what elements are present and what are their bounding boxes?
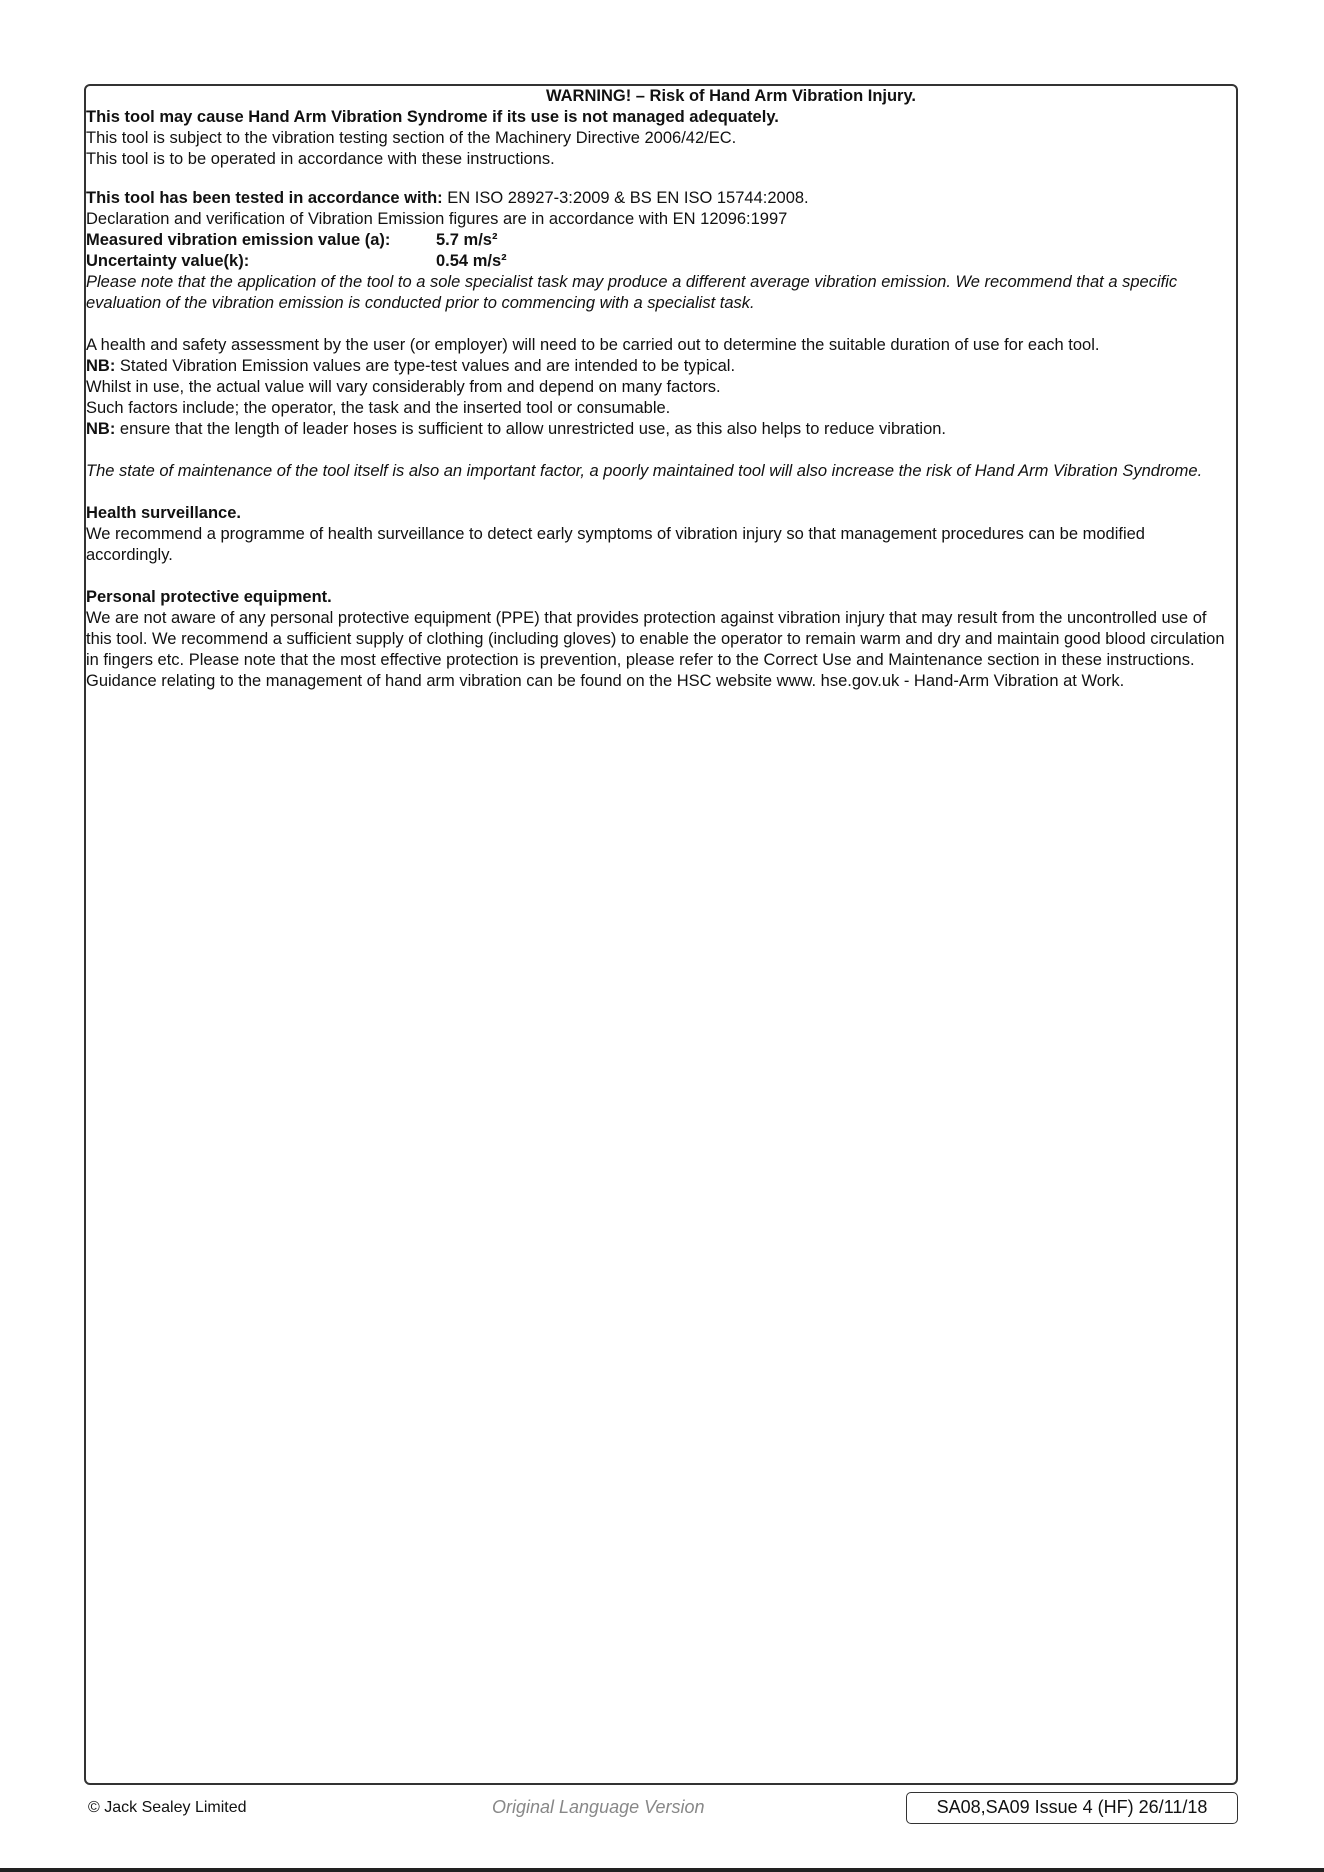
measured-value: 5.7 m/s²	[436, 231, 498, 249]
measured-label: Measured vibration emission value (a):	[86, 231, 391, 249]
assessment-line: A health and safety assessment by the user (or employer) will need to be carried out to determine the suitable duration of use for each tool.	[86, 336, 1100, 354]
nb-typical-line	[86, 356, 1236, 377]
tested-label: This tool has been tested in accordance with:	[86, 189, 443, 207]
warning-title: WARNING! – Risk of Hand Arm Vibration Injury.	[545, 87, 917, 105]
nb-hoses-line	[86, 419, 1236, 440]
tested-value: EN ISO 28927-3:2009 & BS EN ISO 15744:2008.	[442, 189, 809, 207]
footer	[84, 1792, 1238, 1824]
uncertainty-row	[86, 251, 1236, 272]
maintenance-note: The state of maintenance of the tool itself is also an important factor, a poorly maintained tool will also increase the risk of Hand Arm Vibration Syndrome.	[86, 462, 1203, 480]
nb-hoses-text: ensure that the length of leader hoses is sufficient to allow unrestricted use, as this also helps to reduce vibration.	[115, 420, 946, 438]
factors-line: Such factors include; the operator, the task and the inserted tool or consumable.	[86, 399, 671, 417]
language-version: Original Language Version	[492, 1797, 705, 1817]
intro-line-1: This tool is subject to the vibration testing section of the Machinery Directive 2006/42/EC.	[86, 129, 737, 147]
intro-bold-line: This tool may cause Hand Arm Vibration Syndrome if its use is not managed adequately.	[86, 108, 779, 126]
declaration-line: Declaration and verification of Vibration Emission figures are in accordance with EN 12096:1997	[86, 210, 788, 228]
nb-typical-text: Stated Vibration Emission values are type-test values and are intended to be typical.	[115, 357, 736, 375]
uncertainty-value: 0.54 m/s²	[436, 252, 507, 270]
copyright-text: © Jack Sealey Limited	[88, 1799, 247, 1816]
intro-line-2: This tool is to be operated in accordance with these instructions.	[86, 150, 555, 168]
nb-label: NB:	[86, 357, 116, 375]
ppe-heading: Personal protective equipment.	[86, 588, 332, 606]
warning-content	[86, 86, 1236, 692]
ppe-text: We are not aware of any personal protective equipment (PPE) that provides protection against vibration injury that may result from the uncontrolled use of this tool. We recommend a sufficient supply of clothing (including gloves) to enable the operator to remain warm and dry and maintain good blood circulation in fingers etc. Please note that the most effective protection is prevention, please refer to the Correct Use and Maintenance section in these instructions. Guidance relating to the management of hand arm vibration can be found on the HSC website www. hse.gov.uk - Hand-Arm Vibration at Work.	[86, 609, 1225, 690]
uncertainty-label: Uncertainty value(k):	[86, 252, 250, 270]
variance-line: Whilst in use, the actual value will vary considerably from and depend on many factors.	[86, 378, 721, 396]
measured-row	[86, 230, 1236, 251]
tested-line	[86, 188, 1236, 209]
bottom-rule	[0, 1868, 1324, 1872]
nb-label: NB:	[86, 420, 116, 438]
specialist-task-note: Please note that the application of the tool to a sole specialist task may produce a different average vibration emission. We recommend that a specific evaluation of the vibration emission is conducted prior to commencing with a specialist task.	[86, 273, 1178, 312]
health-heading: Health surveillance.	[86, 504, 241, 522]
document-code: SA08,SA09 Issue 4 (HF) 26/11/18	[906, 1792, 1238, 1824]
health-text: We recommend a programme of health surveillance to detect early symptoms of vibration injury so that management procedures can be modified accordingly.	[86, 525, 1145, 564]
